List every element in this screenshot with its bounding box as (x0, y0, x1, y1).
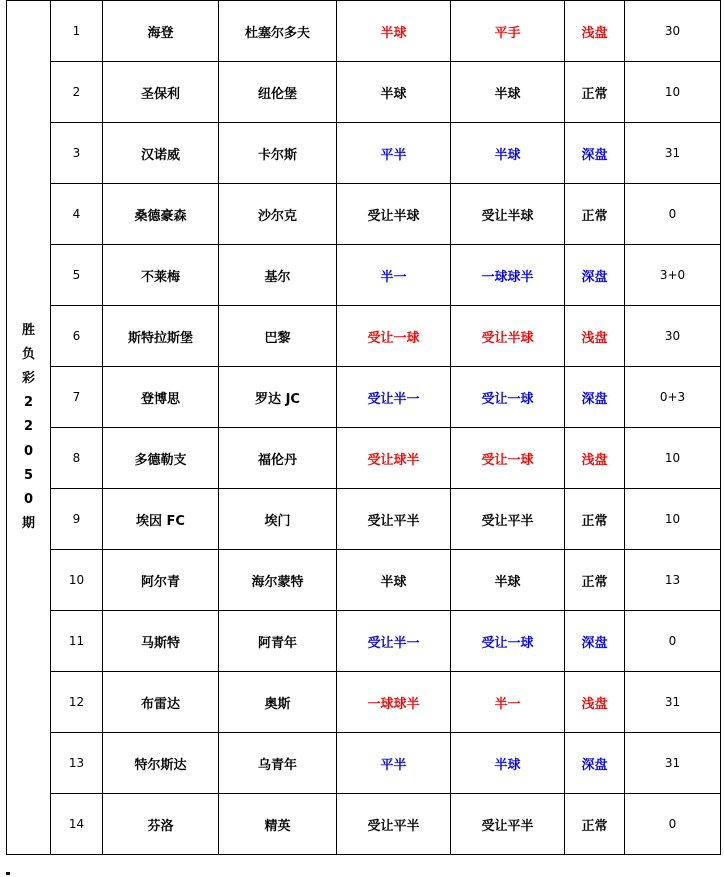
handicap-depth: 正常 (565, 794, 625, 855)
match-number: 4 (51, 184, 103, 245)
handicap-depth: 深盘 (565, 733, 625, 794)
home-team: 埃因 FC (103, 489, 219, 550)
result-prediction: 30 (625, 306, 721, 367)
handicap-depth: 正常 (565, 184, 625, 245)
period-char: 2 (23, 395, 34, 411)
handicap-initial: 受让半一 (337, 367, 451, 428)
period-char: 0 (23, 443, 34, 459)
period-char: 期 (21, 516, 35, 532)
period-label (7, 1, 51, 855)
match-number: 6 (51, 306, 103, 367)
table-row (7, 489, 721, 550)
result-prediction: 10 (625, 62, 721, 123)
text-cursor-mark (6, 872, 10, 875)
result-prediction: 10 (625, 489, 721, 550)
result-prediction: 31 (625, 733, 721, 794)
handicap-initial: 半球 (337, 62, 451, 123)
handicap-depth: 深盘 (565, 245, 625, 306)
match-number: 3 (51, 123, 103, 184)
away-team: 奥斯 (219, 672, 337, 733)
handicap-initial: 受让半一 (337, 611, 451, 672)
away-team: 阿青年 (219, 611, 337, 672)
home-team: 汉诺威 (103, 123, 219, 184)
handicap-current: 半球 (451, 550, 565, 611)
result-prediction: 0 (625, 611, 721, 672)
table-row (7, 672, 721, 733)
home-team: 阿尔青 (103, 550, 219, 611)
handicap-current: 半球 (451, 733, 565, 794)
handicap-current: 受让一球 (451, 367, 565, 428)
result-prediction: 30 (625, 1, 721, 62)
period-char: 负 (21, 346, 35, 362)
match-number: 13 (51, 733, 103, 794)
handicap-current: 半一 (451, 672, 565, 733)
period-char: 5 (23, 467, 34, 483)
result-prediction: 3+0 (625, 245, 721, 306)
home-team: 芬洛 (103, 794, 219, 855)
table-row (7, 611, 721, 672)
result-prediction: 0 (625, 184, 721, 245)
match-number: 12 (51, 672, 103, 733)
handicap-current: 受让平半 (451, 794, 565, 855)
table-row (7, 550, 721, 611)
away-team: 基尔 (219, 245, 337, 306)
handicap-current: 受让一球 (451, 428, 565, 489)
period-char: 胜 (21, 322, 35, 338)
table-row (7, 184, 721, 245)
match-number: 5 (51, 245, 103, 306)
away-team: 海尔蒙特 (219, 550, 337, 611)
handicap-initial: 受让一球 (337, 306, 451, 367)
home-team: 海登 (103, 1, 219, 62)
match-number: 8 (51, 428, 103, 489)
handicap-depth: 正常 (565, 550, 625, 611)
away-team: 精英 (219, 794, 337, 855)
table-row (7, 794, 721, 855)
away-team: 罗达 JC (219, 367, 337, 428)
table-row (7, 367, 721, 428)
match-number: 11 (51, 611, 103, 672)
table-body (7, 1, 721, 855)
handicap-depth: 浅盘 (565, 1, 625, 62)
match-number: 10 (51, 550, 103, 611)
result-prediction: 13 (625, 550, 721, 611)
away-team: 埃门 (219, 489, 337, 550)
handicap-depth: 浅盘 (565, 306, 625, 367)
home-team: 斯特拉斯堡 (103, 306, 219, 367)
home-team: 特尔斯达 (103, 733, 219, 794)
home-team: 桑德豪森 (103, 184, 219, 245)
handicap-depth: 深盘 (565, 611, 625, 672)
handicap-initial: 受让平半 (337, 794, 451, 855)
table-row (7, 733, 721, 794)
handicap-depth: 正常 (565, 62, 625, 123)
result-prediction: 31 (625, 123, 721, 184)
away-team: 沙尔克 (219, 184, 337, 245)
result-prediction: 0+3 (625, 367, 721, 428)
table-row (7, 428, 721, 489)
match-number: 7 (51, 367, 103, 428)
match-number: 1 (51, 1, 103, 62)
handicap-initial: 受让球半 (337, 428, 451, 489)
handicap-depth: 深盘 (565, 123, 625, 184)
handicap-initial: 一球球半 (337, 672, 451, 733)
match-number: 2 (51, 62, 103, 123)
home-team: 多德勒支 (103, 428, 219, 489)
home-team: 不莱梅 (103, 245, 219, 306)
away-team: 巴黎 (219, 306, 337, 367)
handicap-initial: 平半 (337, 123, 451, 184)
handicap-initial: 受让平半 (337, 489, 451, 550)
handicap-current: 半球 (451, 62, 565, 123)
handicap-depth: 浅盘 (565, 428, 625, 489)
handicap-depth: 浅盘 (565, 672, 625, 733)
handicap-current: 平手 (451, 1, 565, 62)
result-prediction: 0 (625, 794, 721, 855)
period-char: 彩 (21, 371, 35, 387)
away-team: 福伦丹 (219, 428, 337, 489)
lottery-schedule-table (6, 0, 721, 855)
table-row (7, 1, 721, 62)
table-row (7, 245, 721, 306)
table-row (7, 123, 721, 184)
table-row (7, 306, 721, 367)
home-team: 布雷达 (103, 672, 219, 733)
handicap-current: 一球球半 (451, 245, 565, 306)
handicap-initial: 受让半球 (337, 184, 451, 245)
handicap-depth: 深盘 (565, 367, 625, 428)
handicap-depth: 正常 (565, 489, 625, 550)
period-char: 2 (23, 419, 34, 435)
handicap-current: 受让半球 (451, 184, 565, 245)
home-team: 马斯特 (103, 611, 219, 672)
away-team: 杜塞尔多夫 (219, 1, 337, 62)
handicap-current: 受让半球 (451, 306, 565, 367)
match-number: 9 (51, 489, 103, 550)
handicap-initial: 平半 (337, 733, 451, 794)
table-row (7, 62, 721, 123)
handicap-current: 受让一球 (451, 611, 565, 672)
result-prediction: 31 (625, 672, 721, 733)
away-team: 纽伦堡 (219, 62, 337, 123)
home-team: 登博思 (103, 367, 219, 428)
home-team: 圣保利 (103, 62, 219, 123)
handicap-initial: 半球 (337, 1, 451, 62)
match-number: 14 (51, 794, 103, 855)
handicap-current: 受让平半 (451, 489, 565, 550)
handicap-current: 半球 (451, 123, 565, 184)
result-prediction: 10 (625, 428, 721, 489)
period-char: 0 (23, 491, 34, 507)
handicap-initial: 半一 (337, 245, 451, 306)
away-team: 乌青年 (219, 733, 337, 794)
handicap-initial: 半球 (337, 550, 451, 611)
away-team: 卡尔斯 (219, 123, 337, 184)
